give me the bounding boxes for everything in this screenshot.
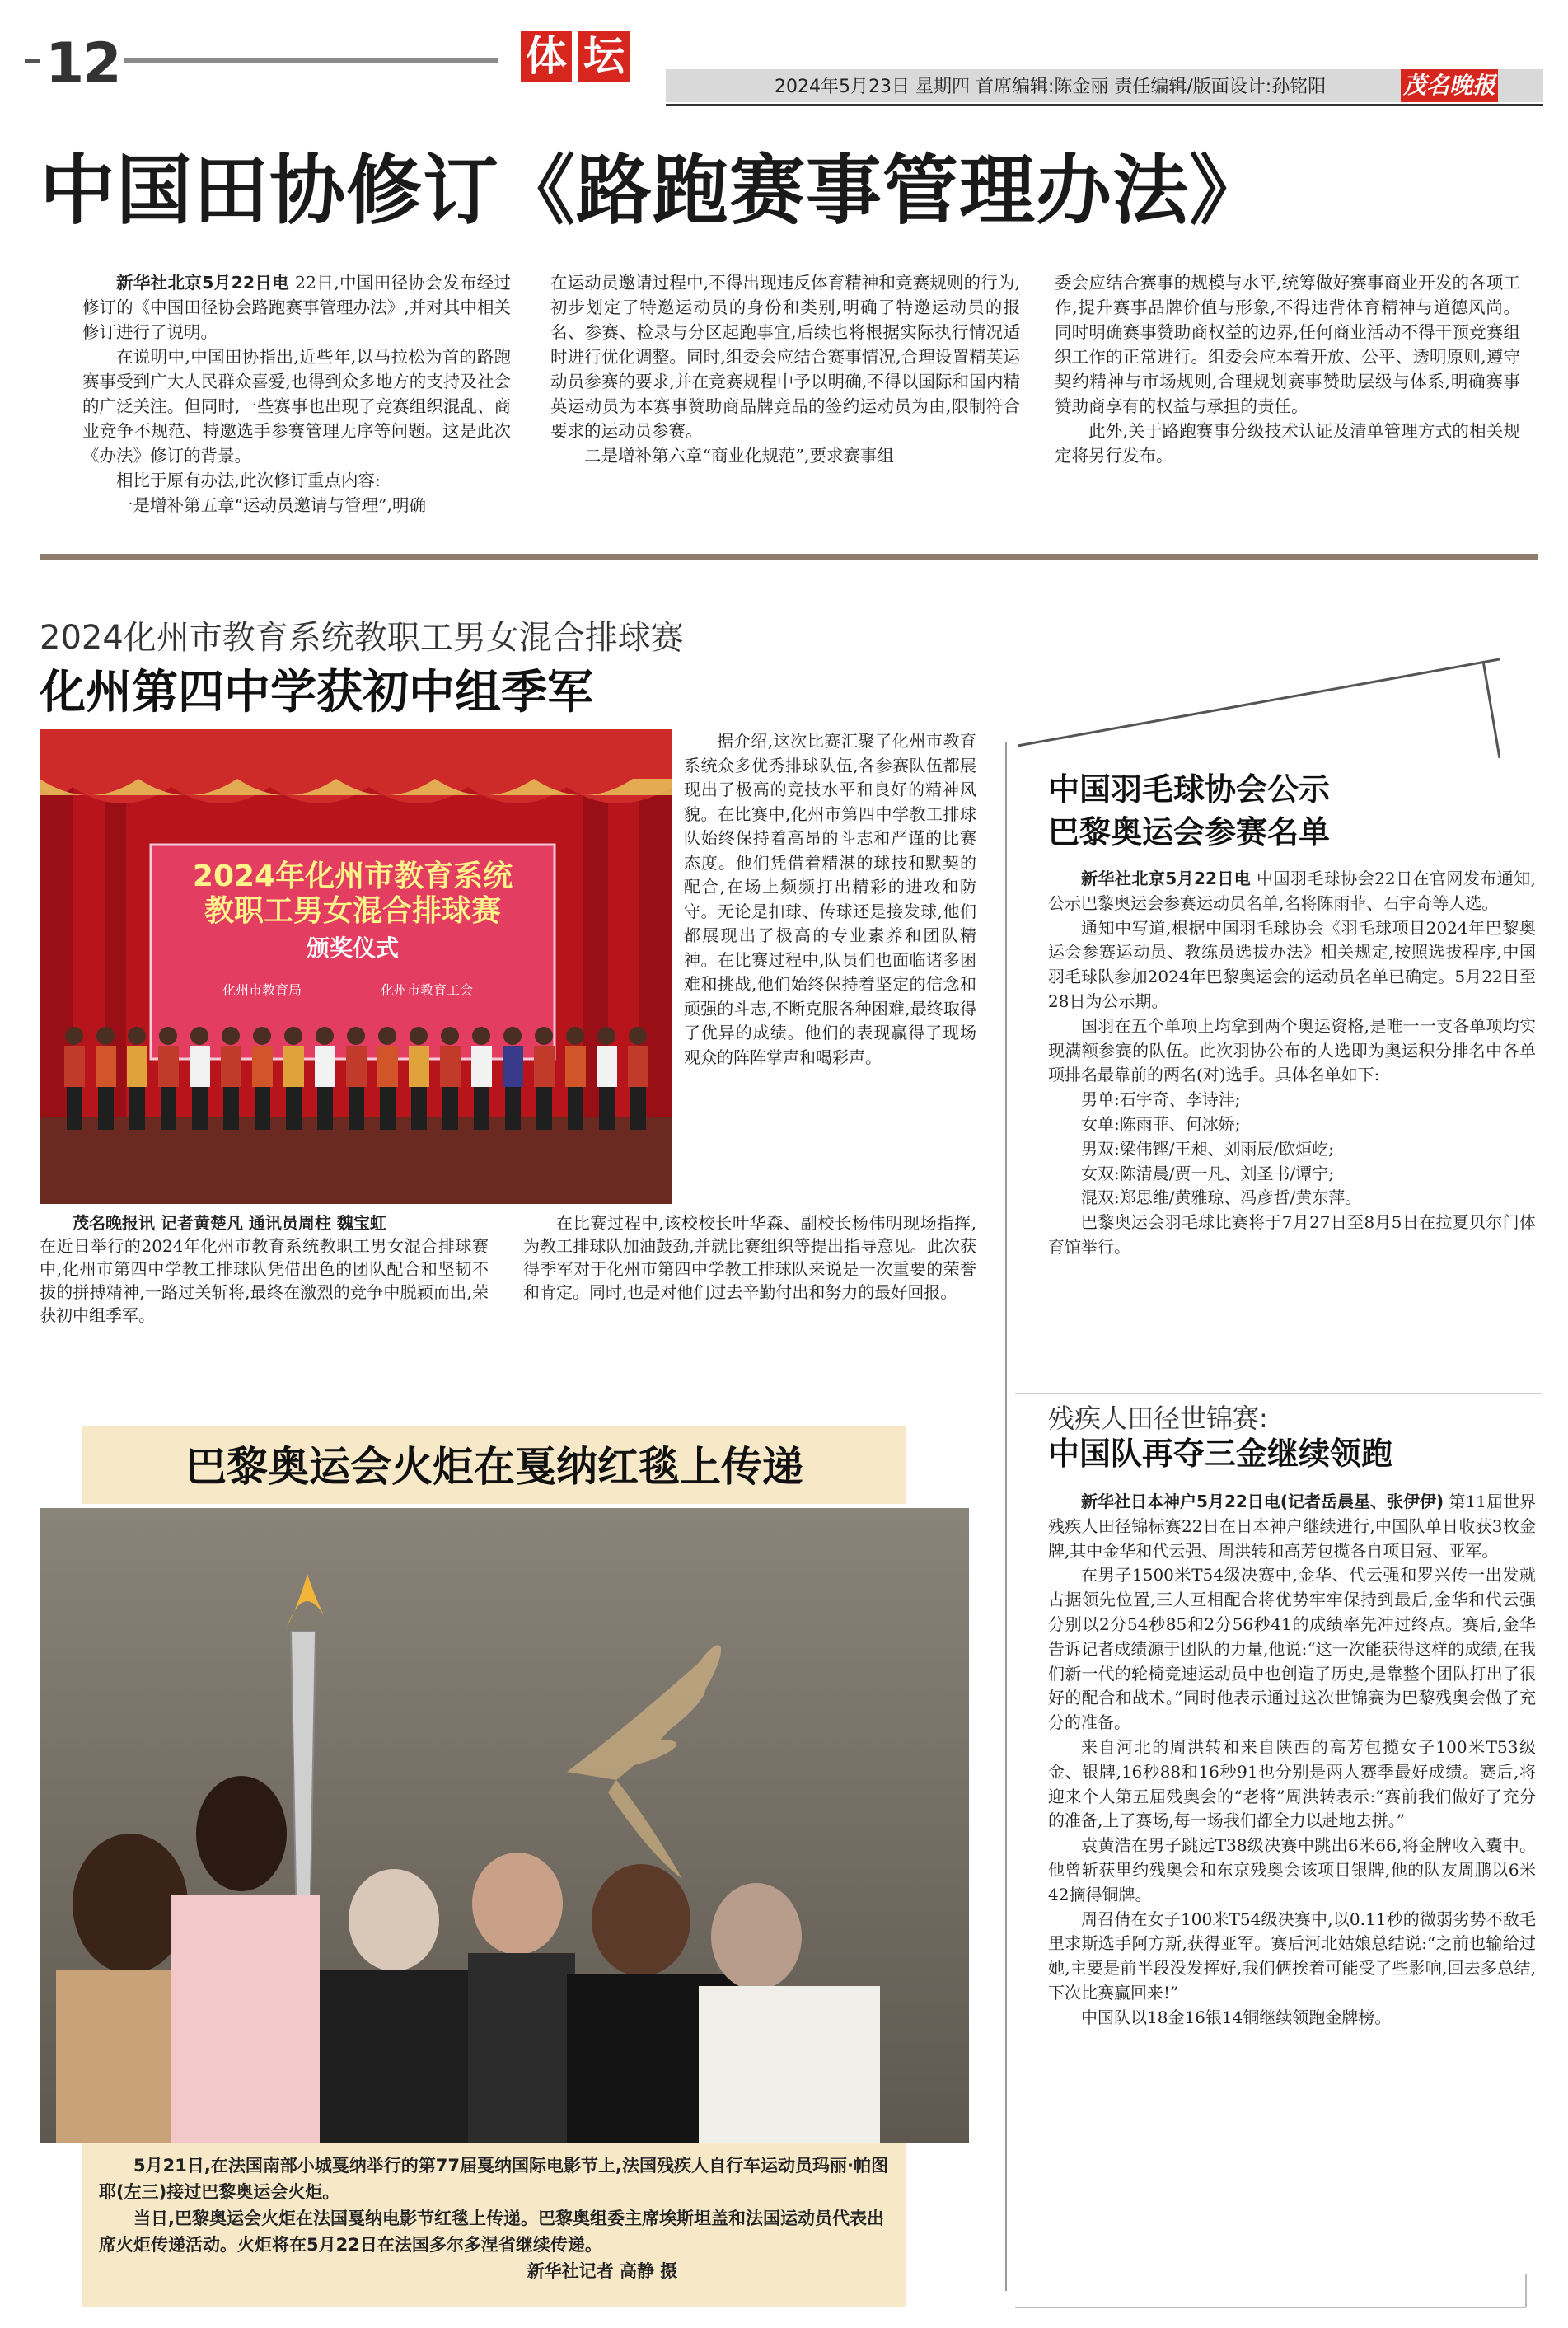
article3-list-item: 混双:郑思维/黄雅琼、冯彦哲/黄东萍。 bbox=[1081, 1187, 1362, 1208]
photo-banner-line-2: 教职工男女混合排球赛 bbox=[204, 894, 502, 928]
person-body bbox=[127, 1046, 147, 1087]
page-number-dash bbox=[25, 59, 40, 63]
article1-paragraph: 二是增补第六章“商业化规范”,要求赛事组 bbox=[584, 446, 894, 466]
person-body bbox=[471, 1046, 492, 1087]
column-divider bbox=[1005, 742, 1007, 2291]
person-body bbox=[252, 1046, 273, 1087]
article2-paragraph: 在近日举行的2024年化州市教育系统教职工男女混合排球赛中,化州市第四中学教工排球队凭借出色的团队配合和坚韧不拔的拼搏精神,一路过关斩将,最终在激烈的竞争中脱颖而出,荣获初中组季军。 bbox=[40, 1236, 489, 1325]
page-number: 12 bbox=[45, 31, 120, 96]
person-head bbox=[253, 1027, 271, 1045]
section-separator bbox=[40, 554, 1538, 560]
person-legs bbox=[255, 1087, 270, 1130]
person-head bbox=[503, 1027, 522, 1045]
article2-headline: 化州第四中学获初中组季军 bbox=[40, 666, 593, 719]
person-legs bbox=[505, 1087, 521, 1130]
person-legs bbox=[67, 1087, 82, 1130]
person-head bbox=[222, 1027, 240, 1045]
article1-paragraph: 一是增补第五章“运动员邀请与管理”,明确 bbox=[116, 495, 426, 515]
article3-paragraph: 通知中写道,根据中国羽毛球协会《羽毛球项目2024年巴黎奥运会参赛运动员、教练员选拔办法》相关规定,按照选拔程序,中国羽毛球队参加2024年巴黎奥运会的运动员名单已确定。5月22日至28日为公示期。 bbox=[1048, 917, 1536, 1011]
article2-lead: 茂名晚报讯 记者黄楚凡 通讯员周柱 魏宝虹 bbox=[73, 1213, 386, 1233]
article3-list-item: 男双:梁伟铿/王昶、刘雨辰/欧烜屹; bbox=[1081, 1138, 1334, 1159]
person-legs bbox=[630, 1087, 646, 1130]
person-body bbox=[64, 1046, 85, 1087]
article3-headline bbox=[1048, 768, 1330, 854]
person-body bbox=[503, 1046, 523, 1087]
person-head bbox=[284, 1027, 302, 1045]
person-body bbox=[597, 1046, 617, 1087]
header-rule bbox=[124, 58, 498, 63]
article4-paragraph: 第11届世界残疾人田径锦标赛22日在日本神户继续进行,中国队单日收获3枚金牌,其中金华和代云强、周洪转和高芳包揽各自项目冠、亚军。 bbox=[1048, 1492, 1537, 1561]
section-title-char-2: 坛 bbox=[578, 31, 630, 82]
article1-paragraph: 22日,中国田径协会发布经过修订的《中国田径协会路跑赛事管理办法》,并对其中相关修订进行了说明。 bbox=[82, 273, 511, 342]
article2-paragraph: 据介绍,这次比赛汇聚了化州市教育系统众多优秀排球队伍,各参赛队伍都展现出了极高的竞技水平和良好的精神风貌。在比赛中,化州市第四中学教工排球队始终保持着高昂的斗志和严谨的比赛态度。他们凭借着精湛的球技和默契的配合,在场上频频打出精彩的进攻和防守。无论是扣球、传球还是接发球,他们都展现出了极高的专业素养和团队精神。在比赛过程中,队员们也面临诸多困难和挑战,他们始终保持着坚定的信念和顽强的斗志,不断克服各种困难,最终取得了优异的成绩。他们的表现赢得了现场观众的阵阵掌声和喝彩声。 bbox=[684, 731, 976, 1067]
article4-paragraph: 来自河北的周洪转和来自陕西的高芳包揽女子100米T53级金、银牌,16秒88和16秒91也分别是两人赛季最好成绩。赛后,将迎来个人第五届残奥会的“老将”周洪转表示:“赛前我们做好了充分的准备,上了赛场,每一场我们都全力以赴地去拼。” bbox=[1048, 1736, 1536, 1831]
article1-paragraph: 相比于原有办法,此次修订重点内容: bbox=[116, 471, 381, 490]
person-head bbox=[441, 1027, 459, 1045]
article5-caption bbox=[99, 2152, 892, 2284]
person-body bbox=[377, 1046, 398, 1087]
person-head bbox=[65, 1027, 83, 1045]
person-legs bbox=[411, 1087, 427, 1130]
person-body bbox=[628, 1046, 648, 1087]
person-body bbox=[346, 1046, 367, 1087]
person-legs bbox=[129, 1087, 145, 1130]
article4-paragraph: 袁黄浩在男子跳远T38级决赛中跳出6米66,将金牌收入囊中。他曾斩获里约残奥会和东京残奥会该项目银牌,他的队友周鹏以6米42摘得铜牌。 bbox=[1048, 1835, 1536, 1904]
person-legs bbox=[349, 1087, 364, 1130]
article3-headline-line: 中国羽毛球协会公示 bbox=[1048, 771, 1331, 808]
article1-headline: 中国田协修订《路跑赛事管理办法》 bbox=[40, 147, 1266, 235]
torch-relay-photo bbox=[40, 1508, 969, 2143]
article1-paragraph: 委会应结合赛事的规模与水平,统筹做好赛事商业开发的各项工作,提升赛事品牌价值与形象,不得违背体育精神与道德风尚。同时明确赛事赞助商权益的边界,任何商业活动不得干预竞赛组织工作的正常进行。组委会应本着开放、公平、透明原则,遵守契约精神与市场规则,合理规划赛事赞助层级与体系,明确赛事赞助商享有的权益与承担的责任。 bbox=[1055, 273, 1520, 416]
article3-lead: 新华社北京5月22日电 bbox=[1081, 869, 1252, 888]
person-head bbox=[566, 1027, 584, 1045]
person-body bbox=[221, 1046, 241, 1087]
person-body bbox=[158, 1046, 179, 1087]
person-body bbox=[283, 1046, 304, 1087]
section-title-char-1: 体 bbox=[521, 31, 572, 82]
article1-column-3 bbox=[1055, 270, 1520, 468]
person-legs bbox=[98, 1087, 114, 1130]
person-legs bbox=[317, 1087, 333, 1130]
article1-paragraph: 此外,关于路跑赛事分级技术认证及清单管理方式的相关规定将另行发布。 bbox=[1055, 421, 1520, 466]
photo-banner-line-3: 颁奖仪式 bbox=[306, 934, 400, 962]
person-legs bbox=[599, 1087, 615, 1130]
article3-paragraph: 中国羽毛球协会22日在官网发布通知,公示巴黎奥运会参赛运动员名单,名将陈雨菲、石宇奇等人选。 bbox=[1048, 869, 1537, 913]
photo-credit: 新华社记者 高静 摄 bbox=[527, 2261, 678, 2281]
article3-paragraph: 巴黎奥运会羽毛球比赛将于7月27日至8月5日在拉夏贝尔门体育馆举行。 bbox=[1048, 1212, 1536, 1257]
article4-kicker: 残疾人田径世锦赛: bbox=[1048, 1403, 1268, 1434]
caption-paragraph: 5月21日,在法国南部小城戛纳举行的第77届戛纳国际电影节上,法国残疾人自行车运动员玛丽·帕图耶(左三)接过巴黎奥运会火炬。 bbox=[99, 2156, 888, 2202]
person-legs bbox=[474, 1087, 489, 1130]
article4-paragraph: 周召倩在女子100米T54级决赛中,以0.11秒的微弱劣势不敌毛里求斯选手阿方斯,获得亚军。赛后河北姑娘总结说:“之前也输给过她,主要是前半段没发挥好,我们俩挨着可能受了些影响,回去多总结,下次比赛赢回来!” bbox=[1048, 1909, 1536, 2002]
person-body bbox=[409, 1046, 429, 1087]
person-body bbox=[440, 1046, 461, 1087]
article3-list-item: 男单:石宇奇、李诗沣; bbox=[1081, 1089, 1241, 1110]
person-legs bbox=[536, 1087, 552, 1130]
masthead-logo: 茂名晚报 bbox=[1401, 69, 1498, 102]
article2-left-column bbox=[40, 1211, 489, 1327]
bottom-bracket-decoration bbox=[1015, 2274, 1542, 2316]
volleyball-award-photo bbox=[40, 729, 672, 1204]
person-head bbox=[597, 1027, 615, 1045]
person-legs bbox=[442, 1087, 458, 1130]
right-separator bbox=[1015, 1393, 1542, 1394]
person-head bbox=[410, 1027, 428, 1045]
photo-banner-line-1: 2024年化州市教育系统 bbox=[192, 860, 513, 893]
person-head bbox=[96, 1027, 115, 1045]
person-head bbox=[472, 1027, 490, 1045]
person-head bbox=[190, 1027, 208, 1045]
article4-paragraph: 在男子1500米T54级决赛中,金华、代云强和罗兴传一出发就占据领先位置,三人互相配合将优势牢牢保持到最后,金华和代云强分别以2分54秒85和2分56秒41的成绩率先冲过终点。赛后,金华告诉记者成绩源于团队的力量,他说:“这一次能获得这样的成绩,在我们新一代的轮椅竞速运动员中也创造了历史,是靠整个团队打出了很好的配合和战术。”同时他表示通过这次世锦赛为巴黎残奥会做了充分的准备。 bbox=[1048, 1565, 1536, 1733]
article3-list-item: 女双:陈清晨/贾一凡、刘圣书/谭宁; bbox=[1081, 1163, 1334, 1183]
person-head bbox=[316, 1027, 334, 1045]
article5-caption-box bbox=[82, 2143, 906, 2307]
article3-body bbox=[1048, 867, 1536, 1260]
person-head bbox=[159, 1027, 177, 1045]
person-body bbox=[534, 1046, 555, 1087]
article5-headline: 巴黎奥运会火炬在戛纳红毯上传递 bbox=[185, 1443, 803, 1491]
person-body bbox=[190, 1046, 210, 1087]
article3-headline-line: 巴黎奥运会参赛名单 bbox=[1048, 814, 1331, 850]
article4-body bbox=[1048, 1490, 1536, 2031]
person-body bbox=[565, 1046, 586, 1087]
article2-subhead: 2024化州市教育系统教职工男女混合排球赛 bbox=[40, 619, 684, 657]
photo-banner-org-left: 化州市教育局 bbox=[222, 982, 302, 998]
article4-headline: 中国队再夺三金继续领跑 bbox=[1048, 1436, 1393, 1472]
diagonal-decoration bbox=[906, 651, 1500, 758]
article4-paragraph: 中国队以18金16银14铜继续领跑金牌榜。 bbox=[1081, 2007, 1392, 2027]
person-head bbox=[378, 1027, 396, 1045]
article1-column-1 bbox=[82, 270, 511, 518]
photo-banner-org-right: 化州市教育工会 bbox=[380, 982, 474, 998]
person-head bbox=[128, 1027, 146, 1045]
person-body bbox=[96, 1046, 116, 1087]
person-body bbox=[315, 1046, 335, 1087]
article1-column-2 bbox=[550, 270, 1020, 468]
article4-lead: 新华社日本神户5月22日电(记者岳晨星、张伊伊) bbox=[1081, 1492, 1444, 1511]
caption-paragraph: 当日,巴黎奥运会火炬在法国戛纳电影节红毯上传递。巴黎奥组委主席埃斯坦盖和法国运动员代表出席火炬传递活动。火炬将在5月22日在法国多尔多涅省继续传递。 bbox=[99, 2209, 884, 2255]
person-head bbox=[535, 1027, 553, 1045]
dateline: 2024年5月23日 星期四 首席编辑:陈金丽 责任编辑/版面设计:孙铭阳 bbox=[775, 77, 1327, 97]
article2-right-column bbox=[684, 729, 976, 1070]
person-head bbox=[629, 1027, 647, 1045]
article3-list-item: 女单:陈雨菲、何冰娇; bbox=[1081, 1113, 1241, 1134]
person-legs bbox=[192, 1087, 208, 1130]
article1-paragraph: 在运动员邀请过程中,不得出现违反体育精神和竞赛规则的行为,初步划定了特邀运动员的身份和类别,明确了特邀运动员的报名、参赛、检录与分区起跑事宜,后续也将根据实际执行情况适时进行优化调整。同时,组委会应结合赛事情况,合理设置精英运动员参赛的要求,并在竞赛规程中予以明确,不得以国际和国内精英运动员为本赛事赞助商品牌竞品的签约运动员为由,限制符合要求的运动员参赛。 bbox=[550, 273, 1020, 441]
person-legs bbox=[286, 1087, 302, 1130]
person-legs bbox=[223, 1087, 239, 1130]
person-legs bbox=[380, 1087, 396, 1130]
article3-paragraph: 国羽在五个单项上均拿到两个奥运资格,是唯一一支各单项均实现满额参赛的队伍。此次羽协公布的人选即为奥运积分排名中各单项排名最靠前的两名(对)选手。具体名单如下: bbox=[1048, 1015, 1536, 1085]
article2-paragraph: 在比赛过程中,该校校长叶华森、副校长杨伟明现场指挥,为教工排球队加油鼓劲,并就比赛组织等提出指导意见。此次获得季军对于化州市第四中学教工排球队来说是一次重要的荣誉和肯定。同时,也是对他们过去辛勤付出和努力的最好回报。 bbox=[523, 1213, 976, 1302]
header-underline bbox=[666, 104, 1543, 106]
article1-paragraph: 在说明中,中国田协指出,近些年,以马拉松为首的路跑赛事受到广大人民群众喜爱,也得到众多地方的支持及社会的广泛关注。但同时,一些赛事也出现了竞赛组织混乱、商业竞争不规范、特邀选手参赛管理无序等问题。这是此次《办法》修订的背景。 bbox=[82, 347, 511, 466]
person-legs bbox=[568, 1087, 583, 1130]
person-legs bbox=[161, 1087, 176, 1130]
article1-lead: 新华社北京5月22日电 bbox=[116, 273, 290, 293]
article2-mid-column bbox=[523, 1211, 976, 1304]
person-head bbox=[347, 1027, 365, 1045]
